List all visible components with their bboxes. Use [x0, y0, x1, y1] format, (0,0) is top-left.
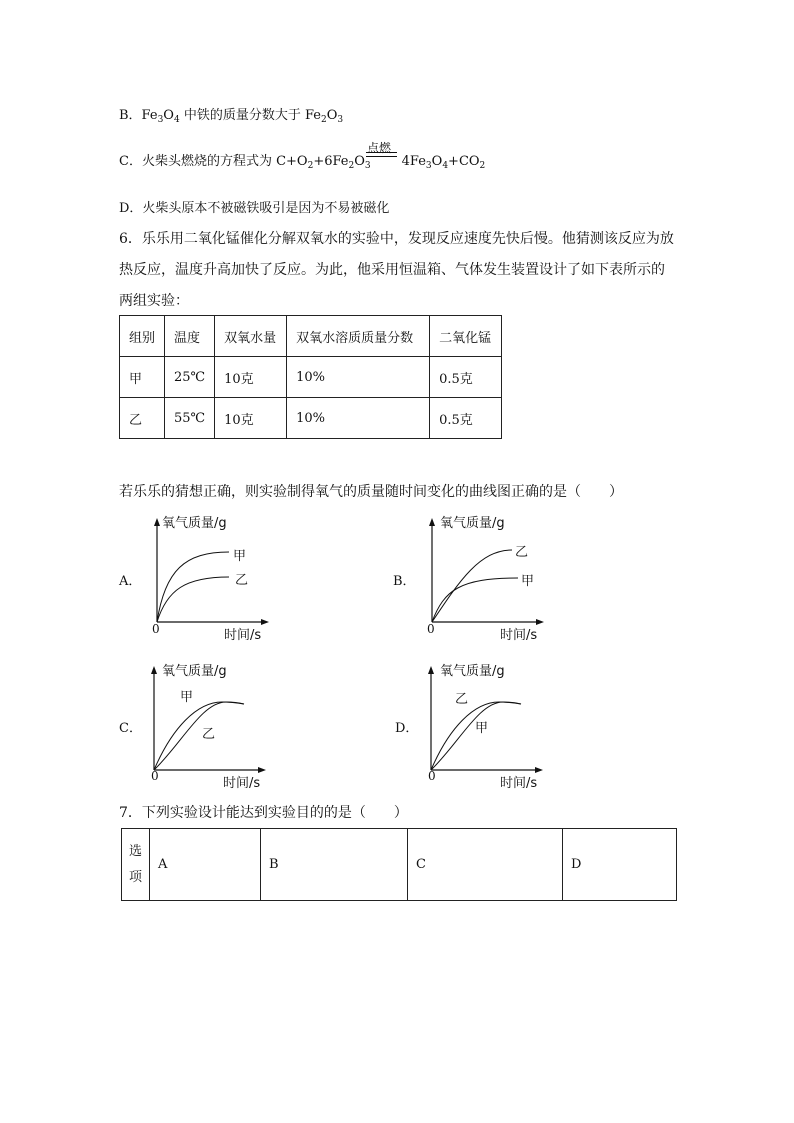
origin-label: 0: [152, 622, 160, 636]
option-header-cell: 选 项: [122, 829, 150, 901]
header-cell: 组别: [120, 316, 165, 357]
table-cell: 25℃: [165, 357, 215, 398]
q6-line1: 6．乐乐用二氧化锰催化分解双氧水的实验中，发现反应速度先快后慢。他猜测该反应为放: [119, 231, 674, 247]
x-axis-label: 时间/s: [500, 776, 538, 791]
curve-label-jia: 甲: [521, 574, 535, 589]
options-table: [121, 828, 677, 901]
curve-jia: [432, 578, 518, 622]
graph-a-option: A．: [119, 574, 142, 589]
graph-b: [420, 510, 560, 643]
curve-jia: [431, 702, 521, 770]
graph-a: [145, 510, 285, 643]
curve-jia: [154, 702, 244, 770]
table-cell: 10%: [287, 398, 430, 439]
graph-d-option: D．: [395, 721, 419, 736]
table-row: [122, 829, 677, 901]
y-axis-arrow: [428, 666, 434, 674]
curve-label-jia: 甲: [233, 549, 247, 564]
option-b: B．$Fe_3O_4$ 中铁的质量分数大于 $Fe_2O_3$: [119, 108, 344, 125]
table-cell: 乙: [120, 398, 165, 439]
header-cell: 双氧水量: [215, 316, 287, 357]
option-c: C．火柴头燃烧的方程式为 $C+O_2+6Fe_2O_3$ $4Fe_3O_4+CO_2$: [119, 154, 486, 171]
x-axis-label: 时间/s: [223, 776, 261, 791]
header-cell: 二氧化锰: [430, 316, 502, 357]
y-axis-label: 氧气质量/g: [162, 516, 227, 531]
option-d: D．火柴头原本不被磁铁吸引是因为不易被磁化: [119, 201, 390, 216]
option-cell-d: D: [563, 829, 677, 901]
origin-label: 0: [428, 769, 436, 783]
option-cell-a: A: [150, 829, 261, 901]
curve-label-yi: 乙: [515, 545, 529, 560]
q6-prompt: 若乐乐的猜想正确，则实验制得氧气的质量随时间变化的曲线图正确的是（ ）: [119, 484, 623, 500]
y-axis-arrow: [151, 666, 157, 674]
table-cell: 0.5克: [430, 357, 502, 398]
curve-yi: [432, 550, 512, 622]
table-cell: 10克: [215, 357, 287, 398]
table-cell: 10%: [287, 357, 430, 398]
x-axis-arrow: [261, 619, 269, 625]
option-cell-b: B: [261, 829, 408, 901]
curve-jia: [157, 552, 229, 622]
q6-line3: 两组实验：: [119, 293, 189, 309]
curve-label-yi: 乙: [202, 727, 216, 742]
curve-yi: [154, 702, 244, 770]
header-cell: 双氧水溶质质量分数: [287, 316, 430, 357]
x-axis-label: 时间/s: [500, 628, 538, 643]
x-axis-arrow: [536, 619, 544, 625]
y-axis-label: 氧气质量/g: [440, 664, 505, 679]
table-cell: 0.5克: [430, 398, 502, 439]
experiment-table: [119, 315, 502, 439]
y-axis-label: 氧气质量/g: [440, 516, 505, 531]
header-cell: 温度: [165, 316, 215, 357]
y-axis-label: 氧气质量/g: [162, 664, 227, 679]
x-axis-label: 时间/s: [224, 628, 262, 643]
curve-label-yi: 乙: [235, 573, 249, 588]
curve-label-yi: 乙: [455, 692, 469, 707]
origin-label: 0: [151, 769, 159, 783]
graph-c-option: C．: [119, 721, 142, 736]
table-row: [120, 398, 502, 439]
q6-line2: 热反应，温度升高加快了反应。为此，他采用恒温箱、气体发生装置设计了如下表所示的: [119, 262, 665, 278]
origin-label: 0: [427, 622, 435, 636]
graph-d: [419, 658, 559, 791]
table-header-row: [120, 316, 502, 357]
reaction-condition: 点燃: [367, 141, 392, 155]
table-cell: 55℃: [165, 398, 215, 439]
curve-yi: [431, 702, 521, 770]
table-row: [120, 357, 502, 398]
option-cell-c: C: [408, 829, 563, 901]
y-axis-arrow: [154, 518, 160, 526]
curve-label-jia: 甲: [180, 690, 194, 705]
graph-b-option: B．: [393, 574, 416, 589]
table-cell: 甲: [120, 357, 165, 398]
q7-prompt: 7．下列实验设计能达到实验目的的是（ ）: [119, 805, 408, 821]
graph-c: [142, 658, 282, 791]
curve-label-jia: 甲: [475, 721, 489, 736]
table-cell: 10克: [215, 398, 287, 439]
y-axis-arrow: [429, 518, 435, 526]
